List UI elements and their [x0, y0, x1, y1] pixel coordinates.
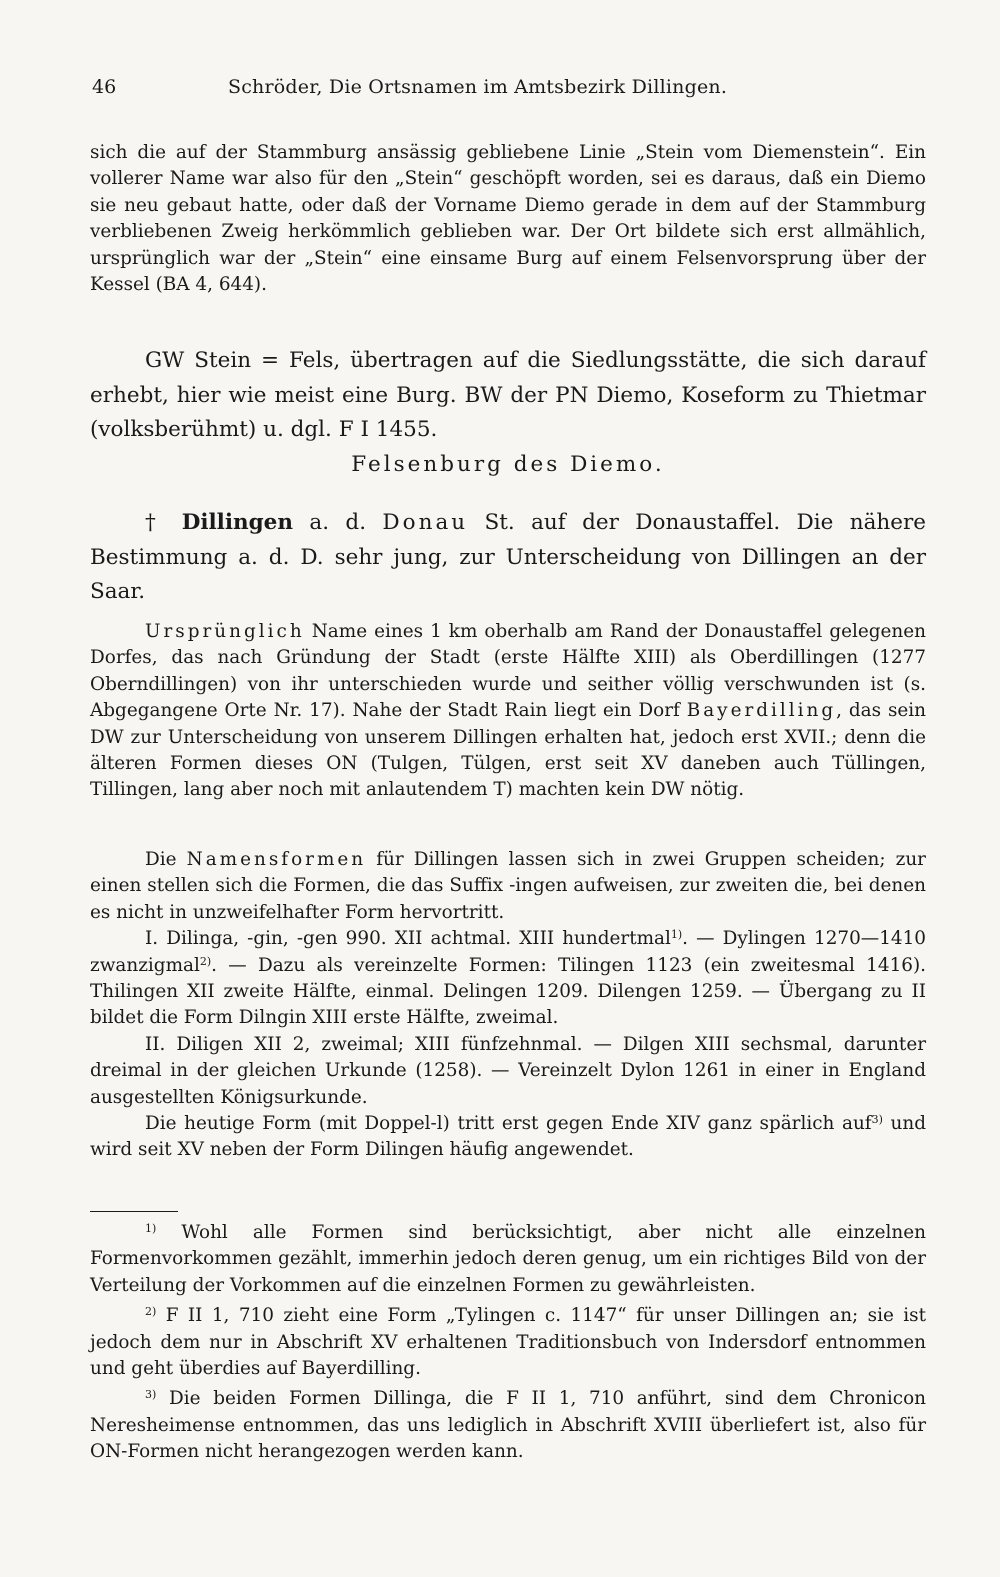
origin-spaced-word: Bayerdilling	[686, 700, 837, 722]
footnote-1	[90, 1220, 926, 1299]
etymology-text: GW Stein = Fels, übertragen auf die Siedlungsstätte, die sich darauf erhebt, hier wie meist eine Burg. BW der PN Diemo, Koseform zu Thietmar (volksberühmt) u. dgl. F I 1455.	[90, 348, 926, 442]
intro-text: sich die auf der Stammburg ansässig gebliebene Linie „Stein vom Diemenstein“. Ein vollerer Name war also für den „Stein“ geschöpft worden, sei es daraus, daß ein Diemo sie neu gebaut hatte, oder daß der Vorname Diemo gerade in dem auf der Stammburg verbliebenen Zweig herkömmlich geblieben war. Der Ort bildete sich erst allmählich, ursprünglich war der „Stein“ eine einsame Burg auf einem Felsenvorsprung über der Kessel (BA 4, 644).	[90, 142, 926, 296]
footnotes	[90, 1220, 926, 1466]
origin-text	[90, 619, 926, 804]
group-one	[90, 926, 926, 1032]
footnote-text-1: Wohl alle Formen sind berücksichtigt, aber nicht alle einzelnen Formenvorkommen gezählt, immerhin jedoch deren genug, um ein richtiges Bild von der Verteilung der Vorkommen auf die einzelnen Formen zu gewährleisten.	[90, 1222, 926, 1296]
entry-rest: St. auf der Donaustaffel. Die nähere Bestimmung a. d. D. sehr jung, zur Unterscheidung von Dillingen an der Saar.	[90, 510, 926, 604]
modern-text-a: Die heutige Form (mit Doppel-l) tritt erst gegen Ende XIV ganz spärlich auf	[145, 1113, 872, 1135]
forms-paragraph	[90, 847, 926, 1164]
intro-paragraph	[90, 140, 926, 298]
origin-text-before: Name eines 1 km oberhalb am Rand der Donaustaffel gelegenen Dorfes, das nach Gründung der Stadt (erste Hälfte XIII) als Oberdillingen (1277 Oberndillingen) von ihr unterschieden wurde und seither völlig verschwunden ist (s. Abgegangene Orte Nr. 17). Nahe der Stadt Rain liegt ein Dorf	[90, 621, 926, 722]
entry-line	[90, 506, 926, 610]
footnote-marker-3: 3)	[145, 1388, 157, 1402]
forms-lead-spaced: Namensformen	[186, 849, 367, 870]
footnote-marker-2: 2)	[145, 1305, 157, 1319]
footnote-ref-3[interactable]: 3)	[871, 1113, 883, 1127]
origin-lead: Ursprünglich	[145, 621, 305, 642]
dagger-mark: †	[145, 510, 166, 535]
footnote-text-2: F II 1, 710 zieht eine Form „Tylingen c. 1147“ für unser Dillingen an; sie ist jedoch dem nur in Abschrift XV erhaltenen Traditionsbuch von Indersdorf entnommen und geht überdies auf Bayerdilling.	[90, 1305, 926, 1380]
footnote-3	[90, 1386, 926, 1465]
entry-name: Dillingen	[181, 510, 293, 535]
forms-body: für Dillingen lassen sich in zwei Gruppen scheiden; zur einen stellen sich die Formen, die das Suffix -ingen aufweisen, zur zweiten die, bei denen es nicht in unzweifelhafter Form hervortritt.	[90, 849, 926, 923]
entry-donau: Donau	[382, 510, 469, 535]
modern-text-b: und wird seit XV neben der Form Dilingen häufig angewendet.	[90, 1113, 927, 1161]
group-one-a: I. Dilinga, -gin, -gen 990. XII achtmal. XIII hundertmal	[145, 928, 671, 950]
etymology-paragraph	[90, 344, 926, 482]
footnote-divider	[90, 1211, 178, 1212]
group-one-c: . — Dazu als vereinzelte Formen: Tilingen 1123 (ein zweitesmal 1416). Thilingen XII zweite Hälfte, einmal. Delingen 1209. Dilengen 1259. — Übergang zu II bildet die Form Dilngin XIII erste Hälfte, zweimal.	[90, 954, 926, 1029]
entry-heading	[90, 506, 926, 610]
entry-a-d: a. d.	[309, 510, 367, 535]
footnote-ref-2[interactable]: 2)	[199, 954, 212, 968]
etymology-meaning: Felsenburg des Diemo.	[351, 451, 665, 477]
footnote-marker-1: 1)	[145, 1222, 157, 1235]
origin-text-after: , das sein DW zur Unterscheidung von unserem Dillingen erhalten hat, jedoch erst XVII.; denn die älteren Formen dieses ON (Tulgen, Tülgen, erst seit XV daneben auch Tüllingen, Tillingen, lang aber noch mit anlautendem T) machten kein DW nötig.	[90, 700, 926, 801]
forms-text	[90, 847, 926, 926]
modern-form	[90, 1111, 926, 1164]
group-two: II. Diligen XII 2, zweimal; XIII fünfzehnmal. — Dilgen XIII sechsmal, darunter dreimal in der gleichen Urkunde (1258). — Vereinzelt Dylon 1261 in einer in England ausgestellten Königsurkunde.	[90, 1033, 926, 1108]
group-one-b: . — Dylingen 1270—1410 zwanzigmal	[90, 928, 926, 976]
origin-paragraph	[90, 619, 926, 804]
forms-lead-before: Die	[145, 849, 177, 870]
footnote-text-3: Die beiden Formen Dillinga, die F II 1, 710 anführt, sind dem Chronicon Neresheimense entnommen, das uns lediglich in Abschrift XVIII überliefert ist, also für ON-Formen nicht herangezogen werden kann.	[90, 1388, 926, 1463]
running-title: Schröder, Die Ortsnamen im Amtsbezirk Dillingen.	[228, 76, 728, 98]
footnote-2	[90, 1303, 926, 1382]
footnote-ref-1[interactable]: 1)	[670, 928, 683, 942]
page-number: 46	[92, 76, 117, 98]
